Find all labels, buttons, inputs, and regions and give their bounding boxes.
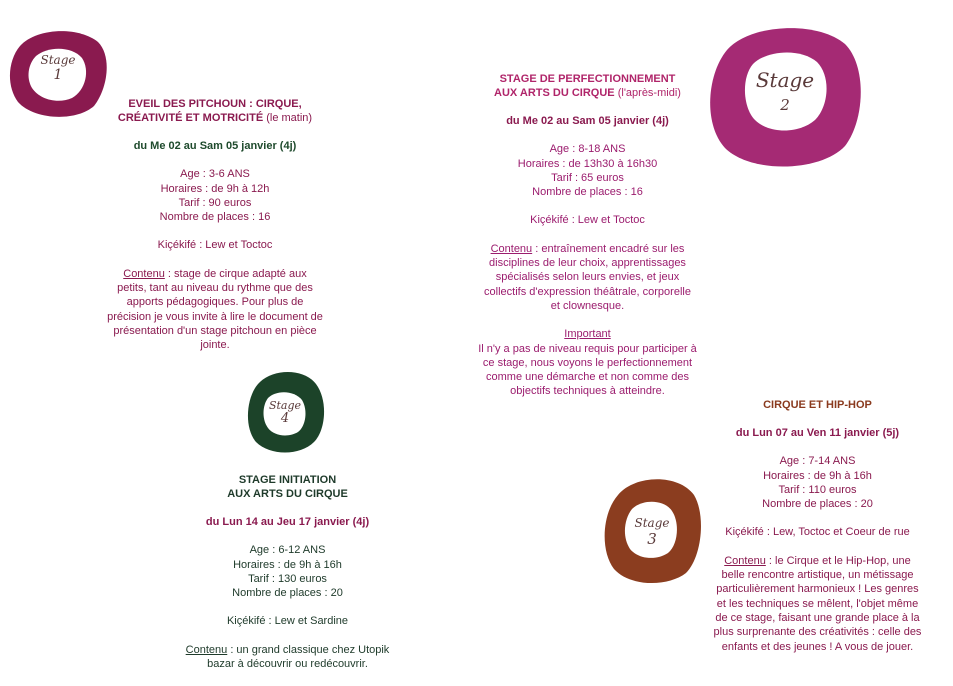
stage-2-badge-label: Stage xyxy=(755,68,815,92)
stage-4-content-label: Contenu xyxy=(185,643,228,656)
stage-4-price: Tarif : 130 euros xyxy=(248,572,327,585)
stage-4-section xyxy=(160,473,415,671)
stage-2-content-label: Contenu xyxy=(490,242,533,255)
stage-2-title xyxy=(455,72,720,100)
stage-1-content-label: Contenu xyxy=(123,267,165,280)
stage-1-section xyxy=(90,97,340,353)
stage-3-badge xyxy=(602,473,702,585)
stage-3-hours: Horaires : de 9h à 16h xyxy=(763,469,872,482)
stage-3-badge-label: Stage xyxy=(634,516,670,530)
stage-2-badge xyxy=(705,20,865,172)
stage-3-staff: Kiçékifé : Lew, Toctoc et Coeur de rue xyxy=(725,526,910,539)
stage-3-title: CIRQUE ET HIP-HOP xyxy=(763,399,872,411)
stage-4-badge xyxy=(244,368,326,454)
stage-2-title-line-2: AUX ARTS DU CIRQUE xyxy=(494,87,615,99)
stage-4-staff: Kiçékifé : Lew et Sardine xyxy=(226,615,349,628)
stage-4-places: Nombre de places : 20 xyxy=(232,587,343,600)
stage-2-places: Nombre de places : 16 xyxy=(532,186,643,199)
stage-1-price: Tarif : 90 euros xyxy=(178,196,252,209)
stage-3-section xyxy=(690,398,945,654)
stage-4-age: Age : 6-12 ANS xyxy=(249,544,326,557)
stage-3-places: Nombre de places : 20 xyxy=(762,498,873,511)
stage-4-badge-label: Stage xyxy=(268,399,302,412)
stage-2-title-note: (l'après-midi) xyxy=(614,87,681,99)
stage-3-dates: du Lun 07 au Ven 11 janvier (5j) xyxy=(735,427,900,439)
stage-2-price: Tarif : 65 euros xyxy=(551,171,624,184)
stage-2-title-line-1: STAGE DE PERFECTIONNEMENT xyxy=(499,73,676,85)
stage-3-content-label: Contenu xyxy=(724,554,766,567)
stage-4-dates: du Lun 14 au Jeu 17 janvier (4j) xyxy=(205,516,370,528)
stage-1-badge-label: Stage xyxy=(40,53,76,67)
stage-4-content: Contenu : un grand classique chez Utopik bazar à découvrir ou redécouvrir. xyxy=(185,643,390,671)
stage-3-price: Tarif : 110 euros xyxy=(778,483,857,496)
stage-2-badge-number: 2 xyxy=(780,96,790,114)
stage-1-staff: Kiçékifé : Lew et Toctoc xyxy=(157,239,273,252)
stage-4-title-line-2: AUX ARTS DU CIRQUE xyxy=(227,488,348,500)
stage-4-title-line-1: STAGE INITIATION xyxy=(238,474,337,486)
stage-4-hours: Horaires : de 9h à 16h xyxy=(233,558,342,571)
stage-4-badge-number: 4 xyxy=(280,411,290,426)
stage-1-places: Nombre de places : 16 xyxy=(159,211,271,224)
stage-4-title xyxy=(160,473,415,501)
stage-1-age: Age : 3-6 ANS xyxy=(180,168,250,181)
stage-1-title xyxy=(90,97,340,125)
stage-2-important-label: Important xyxy=(564,328,611,341)
stage-1-title-note: (le matin) xyxy=(263,112,313,124)
stage-1-content: Contenu : stage de cirque adapté aux petits, tant au niveau du rythme que des apports pédagogiques. Pour plus de précision je vous invite à lire le document de présentation d'un stage pitchoun en pièce jointe. xyxy=(107,267,323,352)
stage-1-hours: Horaires : de 9h à 12h xyxy=(160,182,270,195)
stage-2-important: Important Il n'y a pas de niveau requis pour participer à ce stage, nous voyons le perfectionnement comme une démarche et non comme des objectifs techniques à atteindre. xyxy=(455,327,720,398)
stage-1-title-line-1: EVEIL DES PITCHOUN : CIRQUE, xyxy=(128,98,302,110)
stage-1-title-line-2: CRÉATIVITÉ ET MOTRICITÉ xyxy=(117,112,264,124)
stage-2-dates: du Me 02 au Sam 05 janvier (4j) xyxy=(506,115,669,127)
stage-3-content: Contenu : le Cirque et le Hip-Hop, une belle rencontre artistique, un métissage particulièrement harmonieux ! Les genres et les techniques se mêlent, l'objet même de ce stage, faisant une grande place à la plus surprenante des créativités : celle des enfants et des jeunes ! A vous de jouer. xyxy=(713,554,922,653)
stage-3-age: Age : 7-14 ANS xyxy=(779,455,856,468)
stage-3-badge-number: 3 xyxy=(647,530,657,548)
stage-2-section xyxy=(455,72,720,399)
stage-2-age: Age : 8-18 ANS xyxy=(549,143,626,156)
stage-2-hours: Horaires : de 13h30 à 16h30 xyxy=(517,157,658,170)
stage-1-badge-number: 1 xyxy=(53,67,63,83)
stage-2-content: Contenu : entraînement encadré sur les disciplines de leur choix, apprentissages spécialisés selon leurs envies, et jeux collectifs d'expression théâtrale, corporelle et clownesque. xyxy=(484,242,691,312)
stage-2-staff: Kiçékifé : Lew et Toctoc xyxy=(530,214,645,227)
stage-1-dates: du Me 02 au Sam 05 janvier (4j) xyxy=(133,140,297,152)
